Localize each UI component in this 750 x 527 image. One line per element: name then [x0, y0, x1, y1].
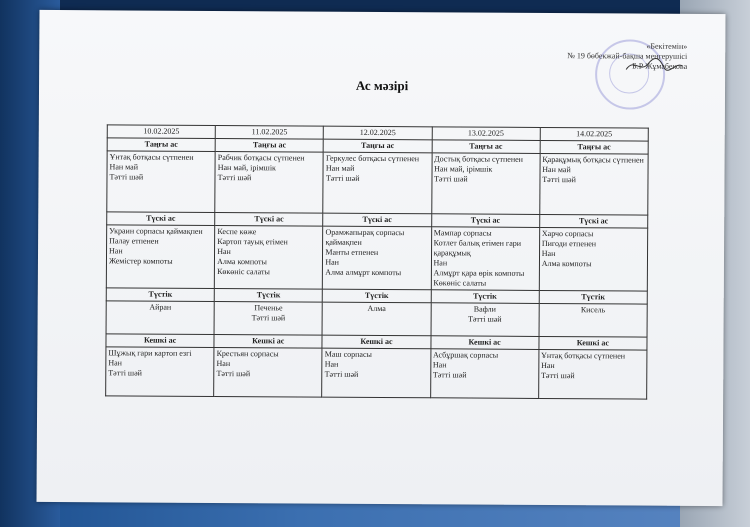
snack-label-cell: Түстік — [539, 290, 647, 304]
dish-line: Харчо сорпасы — [541, 228, 594, 239]
snack-dishes-cell — [322, 302, 430, 336]
dish-line: Нан май — [542, 164, 571, 175]
dish-line: Кеспе көже — [217, 226, 257, 237]
dish-line: Мампар сорпасы — [433, 228, 492, 238]
snack-dishes-cell — [539, 303, 647, 337]
date-cell: 14.02.2025 — [540, 127, 648, 141]
dish-line: Пигоди етпенен — [541, 238, 597, 249]
dish-line: Достық ботқасы сүтпенен — [434, 154, 523, 164]
breakfast-label-cell: Таңғы ас — [432, 140, 540, 154]
dish-line: Тәтті шәй — [434, 174, 468, 184]
dish-line: Маш сорпасы — [324, 349, 372, 359]
dish-line: Тәтті шәй — [541, 370, 575, 381]
snack-dishes-cell — [214, 301, 322, 335]
menu-document — [37, 10, 726, 506]
menu-table — [105, 124, 649, 399]
snack-label-cell: Түстік — [323, 289, 431, 303]
table-row — [106, 301, 647, 337]
table-row — [106, 347, 647, 399]
breakfast-dishes-cell — [431, 153, 540, 215]
dish-line: Нан — [541, 248, 556, 259]
dish-line: Нан май — [109, 162, 139, 172]
dish-line: Нан — [217, 246, 231, 257]
dish-line: Рабчик ботқасы сүтпенен — [217, 153, 305, 163]
snack-label-cell: Түстік — [214, 288, 322, 302]
breakfast-label-cell: Таңғы ас — [215, 138, 323, 152]
approval-title: «Бекітемін» — [646, 41, 688, 51]
dinner-label-cell: Кешкі ас — [431, 336, 539, 350]
lunch-label-cell: Түскі ас — [431, 214, 539, 228]
approval-name: Б.Р Жұмабекова — [632, 61, 688, 71]
dish-line: Тәтті шәй — [325, 173, 360, 183]
lunch-dishes-cell — [431, 227, 540, 291]
dinner-label-cell: Кешкі ас — [214, 334, 322, 348]
dish-line: Тәтті шәй — [324, 369, 359, 379]
dish-line: Нан — [325, 257, 339, 267]
dish-line: Нан — [433, 258, 448, 268]
dinner-label-cell: Кешкі ас — [539, 336, 647, 350]
breakfast-dishes-cell — [540, 153, 649, 215]
dinner-label-cell: Кешкі ас — [322, 335, 430, 349]
dish-line: Алма алмұрт компоты — [325, 267, 402, 278]
dish-line: Палау етпенен — [109, 236, 159, 246]
dish-line: Манты етпенен — [325, 247, 379, 257]
snack-label-cell: Түстік — [431, 290, 539, 304]
dish-line: Тәтті шәй — [109, 172, 144, 182]
dish-line: Нан — [324, 359, 339, 369]
dish-line: Асбұршақ сорпасы — [432, 350, 499, 360]
dish-line: Орамжапырақ сорпасы қаймақпен — [325, 227, 405, 247]
dish-line: Картоп тауық етімен — [217, 236, 288, 247]
dish-line: Алма компоты — [541, 258, 592, 269]
date-cell: 11.02.2025 — [215, 125, 323, 139]
dish-line: Тәтті шәй — [251, 313, 286, 323]
dinner-dishes-cell — [106, 347, 214, 397]
dinner-dishes-cell — [214, 347, 322, 397]
dish-line: Крестьян сорпасы — [216, 348, 279, 359]
date-cell: 13.02.2025 — [432, 127, 540, 141]
lunch-label-cell: Түскі ас — [215, 212, 323, 226]
lunch-label-cell: Түскі ас — [107, 212, 215, 226]
dish-line: Алмұрт қара өрік компоты — [433, 268, 525, 278]
table-row — [106, 225, 647, 291]
dish-line: Вафли — [473, 304, 496, 314]
breakfast-label-cell: Таңғы ас — [324, 139, 432, 153]
dish-line: Геркулес ботқасы сүтпенен — [325, 153, 420, 164]
date-cell: 12.02.2025 — [324, 126, 432, 140]
dish-line: Жемістер компоты — [108, 256, 173, 266]
breakfast-label-cell: Таңғы ас — [107, 138, 215, 152]
dish-line: Нан — [432, 360, 447, 370]
dish-line: Нан — [216, 358, 231, 369]
approval-block — [567, 41, 687, 72]
dish-line: Тәтті шәй — [216, 368, 251, 379]
lunch-label-cell: Түскі ас — [323, 213, 431, 227]
dish-line: Көкөніс салаты — [217, 266, 270, 277]
dish-line: Кисель — [580, 305, 606, 315]
dinner-label-cell: Кешкі ас — [106, 334, 214, 348]
breakfast-dishes-cell — [323, 152, 432, 214]
dish-line: Көкөніс салаты — [433, 278, 487, 288]
table-row — [107, 151, 648, 215]
dish-line: Тәтті шәй — [542, 174, 576, 185]
dish-line: Нан май, ірімшік — [217, 163, 276, 173]
dish-line: Украин сорпасы қаймақпен — [109, 226, 203, 236]
dish-line: Нан — [108, 358, 122, 368]
lunch-dishes-cell — [539, 227, 648, 291]
snack-dishes-cell — [106, 301, 214, 335]
dish-line: Тәтті шәй — [108, 368, 142, 378]
lunch-dishes-cell — [214, 225, 323, 289]
dish-line: Нан — [109, 246, 123, 256]
dish-line: Нан май — [325, 163, 355, 173]
page-title: Ас мәзірі — [355, 77, 409, 94]
breakfast-dishes-cell — [107, 151, 216, 213]
dish-line: Тәтті шәй — [467, 314, 502, 324]
dish-line: Нан — [541, 360, 555, 371]
dish-line: Алма — [367, 303, 386, 314]
breakfast-label-cell: Таңғы ас — [540, 140, 648, 154]
dish-line: Айран — [149, 302, 172, 312]
dish-line: Алма компоты — [217, 256, 267, 267]
dish-line: Тәтті шәй — [217, 173, 252, 183]
dish-line: Печенье — [254, 303, 283, 313]
snack-label-cell: Түстік — [106, 288, 214, 302]
dinner-dishes-cell — [538, 349, 647, 399]
dish-line: Нан май, ірімшік — [434, 164, 493, 174]
dinner-dishes-cell — [430, 349, 538, 399]
date-cell: 10.02.2025 — [107, 125, 215, 139]
dish-line: Шұжық гари картоп езгі — [108, 348, 192, 358]
lunch-label-cell: Түскі ас — [539, 214, 647, 228]
dish-line: Тәтті шәй — [432, 370, 467, 380]
lunch-dishes-cell — [323, 226, 432, 290]
dish-line: Қарақұмық ботқасы сүтпенен — [542, 154, 644, 165]
snack-dishes-cell — [431, 303, 539, 337]
dish-line: Ұнтақ ботқасы сүтпенен — [541, 350, 626, 361]
lunch-dishes-cell — [106, 225, 215, 289]
dish-line: Ұнтақ ботқасы сүтпенен — [109, 152, 194, 162]
dish-line: Котлет балық етімен гари қарақұмық — [433, 238, 522, 258]
dinner-dishes-cell — [322, 348, 430, 398]
breakfast-dishes-cell — [215, 151, 324, 213]
approval-position: № 19 бөбекжай-бақша меңгерушісі — [567, 51, 688, 61]
